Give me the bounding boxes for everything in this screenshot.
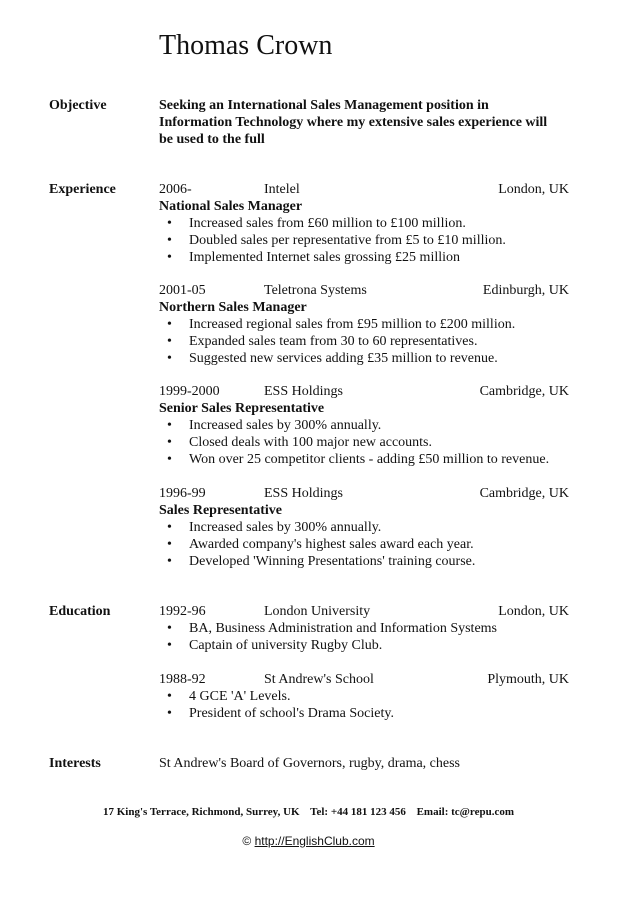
entry-dates: 1996-99 <box>159 486 206 501</box>
entry-job-title: National Sales Manager <box>159 199 303 214</box>
list-item: • 4 GCE 'A' Levels. <box>167 689 291 704</box>
experience-entry <box>159 282 569 367</box>
education-entry <box>159 603 569 654</box>
bullet-icon: • <box>167 435 172 450</box>
bullet-list <box>159 417 569 468</box>
bullet-icon: • <box>167 537 172 552</box>
copyright-symbol: © <box>242 834 252 848</box>
entry-job-title: Senior Sales Representative <box>159 401 325 416</box>
entry-organization: Intelel <box>264 182 300 197</box>
list-item: • Increased sales from £60 million to £100 million. <box>167 216 466 231</box>
copyright <box>0 834 617 849</box>
list-item: • Implemented Internet sales grossing £25 million <box>167 250 461 265</box>
education-entry <box>159 671 569 722</box>
entry-job-title: Sales Representative <box>159 503 282 518</box>
bullet-icon: • <box>167 351 172 366</box>
interests-text: St Andrew's Board of Governors, rugby, drama, chess <box>159 756 460 771</box>
list-item: • Doubled sales per representative from £5 to £10 million. <box>167 233 506 248</box>
list-item: • BA, Business Administration and Information Systems <box>167 621 497 636</box>
entry-organization: Teletrona Systems <box>264 283 367 298</box>
list-item: • Increased sales by 300% annually. <box>167 520 382 535</box>
entry-dates: 1999-2000 <box>159 384 220 399</box>
list-item: • Closed deals with 100 major new accounts. <box>167 435 433 450</box>
bullet-list <box>159 316 569 367</box>
bullet-list <box>159 519 569 570</box>
list-item: • Won over 25 competitor clients - adding £50 million to revenue. <box>167 452 550 467</box>
entry-organization: St Andrew's School <box>264 672 374 687</box>
entry-location: Plymouth, UK <box>487 672 569 687</box>
bullet-icon: • <box>167 317 172 332</box>
footer-phone: Tel: +44 181 123 456 <box>310 806 406 818</box>
entry-location: London, UK <box>498 604 569 619</box>
list-item: • Suggested new services adding £35 million to revenue. <box>167 351 498 366</box>
englishclub-link[interactable]: http://EnglishClub.com <box>254 834 375 848</box>
list-item: • Developed 'Winning Presentations' training course. <box>167 554 476 569</box>
objective-line: be used to the full <box>159 132 265 147</box>
entry-organization: London University <box>264 604 371 619</box>
objective-line: Information Technology where my extensive sales experience will <box>159 115 548 130</box>
entry-location: Edinburgh, UK <box>482 283 569 298</box>
interests-label: Interests <box>49 756 101 771</box>
experience-entry <box>159 485 569 570</box>
list-item: • Captain of university Rugby Club. <box>167 638 383 653</box>
entry-dates: 1992-96 <box>159 604 206 619</box>
list-item: • Awarded company's highest sales award each year. <box>167 537 474 552</box>
bullet-icon: • <box>167 250 172 265</box>
footer-address: 17 King's Terrace, Richmond, Surrey, UK <box>102 806 300 818</box>
bullet-icon: • <box>167 554 172 569</box>
entry-dates: 2006- <box>159 182 192 197</box>
objective-label: Objective <box>49 98 107 113</box>
entry-location: Cambridge, UK <box>479 486 569 501</box>
entry-dates: 2001-05 <box>159 283 206 298</box>
bullet-list <box>159 215 569 266</box>
education-label: Education <box>49 604 111 619</box>
bullet-icon: • <box>167 706 172 721</box>
footer-contact <box>0 805 617 819</box>
bullet-icon: • <box>167 638 172 653</box>
entry-organization: ESS Holdings <box>264 384 343 399</box>
entry-job-title: Northern Sales Manager <box>159 300 307 315</box>
entry-location: London, UK <box>498 182 569 197</box>
bullet-icon: • <box>167 233 172 248</box>
resume-name: Thomas Crown <box>159 30 333 61</box>
list-item: • Increased sales by 300% annually. <box>167 418 382 433</box>
experience-label: Experience <box>49 182 116 197</box>
entry-organization: ESS Holdings <box>264 486 343 501</box>
objective-text <box>159 97 589 148</box>
bullet-icon: • <box>167 452 172 467</box>
bullet-icon: • <box>167 520 172 535</box>
objective-line: Seeking an International Sales Management position in <box>159 98 489 113</box>
bullet-list <box>159 620 569 654</box>
list-item: • Expanded sales team from 30 to 60 representatives. <box>167 334 478 349</box>
bullet-list <box>159 688 569 722</box>
experience-entry <box>159 383 569 468</box>
experience-entry <box>159 181 569 266</box>
bullet-icon: • <box>167 334 172 349</box>
list-item: • President of school's Drama Society. <box>167 706 394 721</box>
bullet-icon: • <box>167 216 172 231</box>
footer-email: Email: tc@repu.com <box>416 806 514 818</box>
bullet-icon: • <box>167 689 172 704</box>
bullet-icon: • <box>167 621 172 636</box>
bullet-icon: • <box>167 418 172 433</box>
entry-dates: 1988-92 <box>159 672 206 687</box>
entry-location: Cambridge, UK <box>479 384 569 399</box>
list-item: • Increased regional sales from £95 million to £200 million. <box>167 317 516 332</box>
